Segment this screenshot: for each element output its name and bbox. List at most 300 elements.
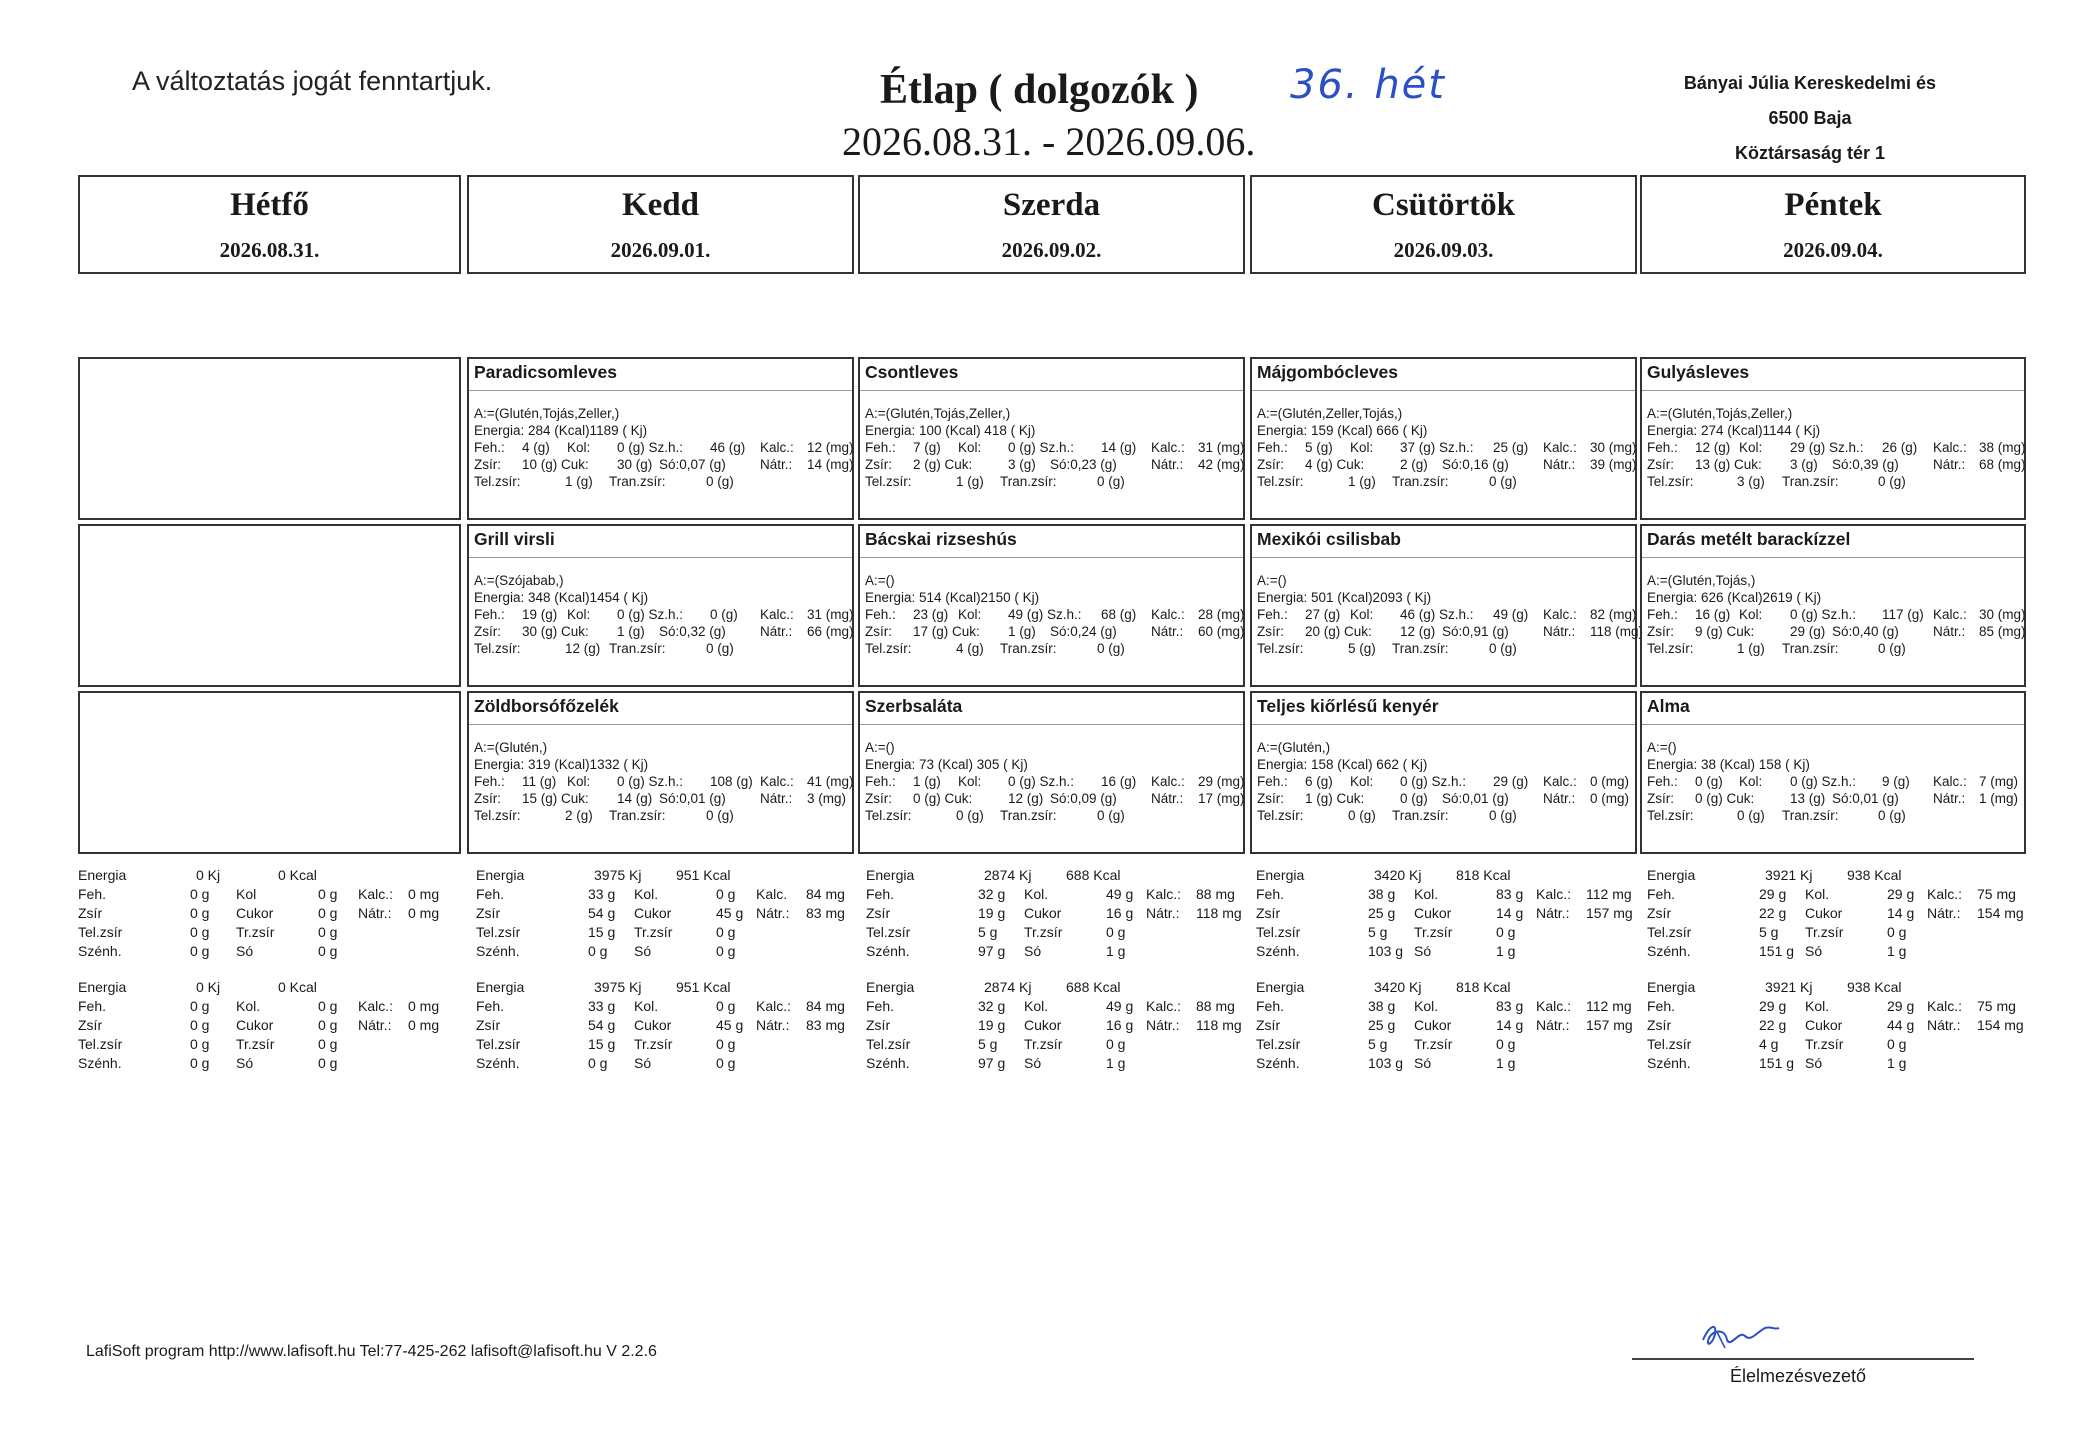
summary-value: 83 g [1496,998,1524,1014]
daily-summary [476,866,856,961]
summary-value: 0 g [1106,924,1126,940]
nutrient-value: 14 (g) [617,791,653,806]
summary-value: Cukor [1024,905,1062,921]
nutrient-value: 0 (g) [956,808,984,823]
summary-value: Cukor [634,905,672,921]
energy-info: Energia: 38 (Kcal) 158 ( Kj) [1647,757,1810,772]
nutrient-value: 12 (g) [1400,624,1436,639]
nutrient-value: 0 (g) Sz.h.: [1790,774,1857,789]
summary-value: 84 mg [806,886,845,902]
summary-value: Kalc. [756,886,788,902]
nutrient-value: Kol: [958,440,982,455]
allergen-info: A:=(Glutén,Tojás,) [1647,573,1756,588]
nutrient-value: 1 (g) [956,474,984,489]
summary-value: Nátr.: [358,905,392,921]
nutrient-value: 7 (g) [913,440,941,455]
nutrient-value: 0 (g) [1097,808,1125,823]
summary-value: Energia [866,979,915,995]
summary-value: 22 g [1759,1017,1787,1033]
nutrient-value: 0 (g) Sz.h.: [617,774,684,789]
dish-name: Szerbsaláta [860,695,1243,725]
nutrient-value: Kalc.: [760,440,794,455]
nutrient-row [474,473,847,490]
nutrient-value: 14 (mg) [807,457,854,472]
nutrient-value: Kalc.: [1151,607,1185,622]
day-name: Kedd [621,187,700,223]
nutrient-value: Feh.: [474,607,505,622]
day-name: Péntek [1784,187,1882,223]
nutrient-value: Kol: [1739,774,1763,789]
summary-value: Kol. [1024,886,1049,902]
nutrient-value: 7 (mg) [1979,774,2019,789]
nutrient-value: 28 (mg) [1198,607,1245,622]
summary-value: Zsír [866,1017,891,1033]
nutrient-value: 118 (mg) [1590,624,1644,639]
nutrient-row [474,773,854,790]
summary-value: Cukor [1414,905,1452,921]
summary-value: Só [236,943,254,959]
nutrient-value: Feh.: [865,774,896,789]
nutrient-value: 25 (g) [1493,440,1529,455]
company-address [1660,66,1960,171]
summary-value: 16 g [1106,1017,1134,1033]
summary-value: Nátr.: [1146,905,1180,921]
summary-value: Zsír [476,905,501,921]
summary-value: Tel.zsír [1256,1036,1301,1052]
nutrient-value: 29 (mg) [1198,774,1245,789]
company-street: Köztársaság tér 1 [1734,143,1886,163]
summary-value: 818 Kcal [1456,867,1511,883]
summary-value: 151 g [1759,943,1795,959]
nutrient-value: Só:0,16 (g) [1442,457,1509,472]
day-date: 2026.09.04. [1783,238,1883,262]
nutrient-value: 3 (mg) [807,791,847,806]
nutrient-row [865,640,1238,657]
nutrient-value: 30 (g) Cuk: [522,624,589,639]
summary-value: Nátr.: [1927,905,1961,921]
summary-value: 0 g [588,943,608,959]
day-date: 2026.09.02. [1001,238,1102,262]
nutrient-value: Feh.: [865,440,896,455]
summary-value: 75 mg [1977,886,2016,902]
summary-value: Feh. [1256,886,1285,902]
nutrient-value: Tel.zsír: [865,474,912,489]
nutrient-row [865,773,1245,790]
summary-value: Cukor [1805,1017,1843,1033]
summary-value: Cukor [1024,1017,1062,1033]
nutrient-value: 0 (g) [1878,808,1906,823]
summary-row [1647,904,2027,923]
summary-row [1647,1016,2027,1035]
summary-value: 32 g [978,998,1006,1014]
nutrient-value: Kalc.: [1543,607,1577,622]
summary-value: 2874 Kj [984,867,1032,883]
nutrient-value: Zsír: [474,457,501,472]
nutrient-value: 12 (g) [565,641,601,656]
summary-value: 0 g [190,1055,210,1071]
date-range: 2026.08.31. - 2026.09.06. [842,119,1256,164]
summary-value: Kalc.: [1536,886,1572,902]
nutrient-row [474,456,854,473]
summary-value: Tel.zsír [78,1036,123,1052]
nutrient-value: 0 (g) [1695,774,1723,789]
summary-value: Tel.zsír [1647,1036,1692,1052]
nutrient-value: Feh.: [1257,440,1288,455]
summary-value: 0 g [716,1055,736,1071]
summary-value: 38 g [1368,998,1396,1014]
summary-value: 5 g [978,924,998,940]
nutrient-value: 29 (g) [1790,624,1826,639]
summary-value: 951 Kcal [676,979,731,995]
summary-value: 951 Kcal [676,867,731,883]
dish-name: Grill virsli [469,528,852,558]
daily-summary [1647,978,2027,1073]
summary-value: 0 g [190,1036,210,1052]
nutrient-value: Nátr.: [1933,457,1966,472]
summary-value: 3420 Kj [1374,867,1422,883]
summary-value: 0 mg [408,886,440,902]
summary-value: 84 mg [806,998,845,1014]
summary-row [1256,923,1636,942]
nutrient-value: Tel.zsír: [865,808,912,823]
allergen-info: A:=(Glutén,) [474,740,548,755]
nutrient-value: 37 (g) Sz.h.: [1400,440,1474,455]
nutrient-value: 0 (g) Sz.h.: [1008,774,1075,789]
nutrient-value: Só:0,09 (g) [1050,791,1117,806]
nutrient-value: 49 (g) Sz.h.: [1008,607,1082,622]
summary-value: 0 mg [408,998,440,1014]
nutrient-value: Só:0,01 (g) [1442,791,1509,806]
summary-row [866,1054,1246,1073]
summary-row [1647,1035,2027,1054]
day-name: Csütörtök [1371,187,1515,223]
summary-value: Tel.zsír [1256,924,1301,940]
allergen-info: A:=() [1257,573,1287,588]
nutrient-value: Tel.zsír: [1647,641,1694,656]
nutrient-value: 10 (g) Cuk: [522,457,589,472]
nutrient-value: Nátr.: [1543,457,1576,472]
nutrient-value: 2 (g) [565,808,593,823]
nutrient-value: Só:0,01 (g) [1832,791,1899,806]
nutrient-value: 0 (mg) [1590,791,1630,806]
summary-row [1256,1054,1636,1073]
summary-value: 1 g [1496,1055,1516,1071]
nutrient-value: 27 (g) [1305,607,1341,622]
summary-value: Feh. [1647,886,1676,902]
nutrient-value: 12 (g) [1008,791,1044,806]
summary-row [78,1016,458,1035]
nutrient-value: Feh.: [1257,607,1288,622]
nutrient-value: Nátr.: [760,457,793,472]
summary-value: 154 mg [1977,1017,2024,1033]
summary-value: Só [1024,1055,1042,1071]
summary-value: Tr.zsír [634,924,673,940]
summary-value: 83 mg [806,1017,845,1033]
nutrient-value: 0 (g) [1097,641,1125,656]
nutrient-value: Tran.zsír: [1392,474,1449,489]
summary-value: Nátr.: [1536,1017,1570,1033]
summary-value: 33 g [588,998,616,1014]
nutrient-row [1257,807,1630,824]
summary-value: Tel.zsír [866,924,911,940]
nutrient-value: 6 (g) [1305,774,1333,789]
dish-cell [467,524,854,687]
nutrient-value: 1 (g) [617,624,645,639]
summary-value: Tel.zsír [78,924,123,940]
allergen-info: A:=(Szójabab,) [474,573,564,588]
allergen-info: A:=() [865,573,895,588]
nutrient-value: 13 (g) Cuk: [1695,457,1762,472]
summary-row [1647,866,2027,885]
energy-info: Energia: 626 (Kcal)2619 ( Kj) [1647,590,1822,605]
summary-value: 0 Kcal [278,979,317,995]
nutrient-value: Kol: [1739,440,1763,455]
summary-row [866,1016,1246,1035]
summary-value: Tel.zsír [1647,924,1692,940]
summary-row [476,1054,856,1073]
nutrient-value: Zsír: [1257,791,1284,806]
nutrient-value: 117 (g) [1882,607,1924,622]
daily-summary [78,866,458,961]
nutrient-value: 15 (g) Cuk: [522,791,589,806]
summary-value: Kol. [634,886,659,902]
summary-value: 1 g [1106,1055,1126,1071]
day-header-5 [1640,175,2026,274]
summary-value: Kol. [1805,886,1830,902]
summary-value: Tel.zsír [866,1036,911,1052]
summary-value: 0 g [318,998,338,1014]
summary-value: 0 Kj [196,867,221,883]
nutrient-value: 66 (mg) [807,624,854,639]
summary-value: 688 Kcal [1066,979,1121,995]
nutrient-value: 5 (g) [1348,641,1376,656]
nutrient-row [1647,456,2026,473]
summary-value: 0 g [190,998,210,1014]
summary-row [866,923,1246,942]
summary-value: Kol. [1414,998,1439,1014]
summary-value: 0 g [318,943,338,959]
nutrient-value: 30 (mg) [1590,440,1637,455]
summary-value: Energia [78,979,127,995]
summary-row [1256,885,1636,904]
day-date: 2026.09.01. [610,238,711,262]
nutrient-row [474,623,854,640]
summary-value: 32 g [978,886,1006,902]
nutrient-value: Nátr.: [760,624,793,639]
summary-row [866,978,1246,997]
summary-value: 22 g [1759,905,1787,921]
energy-info: Energia: 514 (Kcal)2150 ( Kj) [865,590,1040,605]
page-title: Étlap ( dolgozók ) [880,67,1199,113]
dish-cell [858,524,1245,687]
nutrient-value: Feh.: [474,440,505,455]
nutrient-row [865,790,1245,807]
nutrient-value: Kalc.: [1933,607,1967,622]
summary-value: 49 g [1106,998,1134,1014]
summary-value: Kalc.: [1927,998,1963,1014]
nutrient-value: Só:0,91 (g) [1442,624,1509,639]
day-date: 2026.09.03. [1393,238,1494,262]
summary-value: 151 g [1759,1055,1795,1071]
nutrient-value: Só:0,01 (g) [659,791,726,806]
summary-value: 45 g [716,1017,744,1033]
summary-value: Zsír [1256,905,1281,921]
summary-value: 0 g [190,924,210,940]
nutrient-value: Tran.zsír: [1000,808,1057,823]
daily-summary [1647,866,2027,961]
energy-info: Energia: 274 (Kcal)1144 ( Kj) [1647,423,1821,438]
nutrient-value: Tran.zsír: [1782,808,1839,823]
summary-value: Nátr.: [756,905,790,921]
summary-value: 14 g [1496,1017,1524,1033]
nutrient-value: 42 (mg) [1198,457,1245,472]
nutrient-value: Zsír: [865,791,892,806]
summary-value: 0 g [716,1036,736,1052]
summary-value: Tr.zsír [1805,924,1844,940]
summary-value: 3975 Kj [594,867,642,883]
nutrient-value: Feh.: [1647,774,1678,789]
summary-value: 154 mg [1977,905,2024,921]
summary-value: Energia [78,867,127,883]
nutrient-value: Zsír: [1257,624,1284,639]
summary-value: 0 g [716,943,736,959]
summary-row [78,904,458,923]
summary-row [78,923,458,942]
summary-value: Energia [1647,979,1696,995]
nutrient-row [474,807,847,824]
daily-summary [866,866,1246,961]
nutrient-row [1647,807,2019,824]
summary-value: Só [1805,1055,1823,1071]
summary-row [476,942,856,961]
summary-value: 54 g [588,905,616,921]
summary-value: Nátr.: [1927,1017,1961,1033]
day-name: Szerda [1002,187,1101,223]
summary-row [78,978,458,997]
nutrient-value: 30 (mg) [1979,607,2026,622]
summary-value: Tr.zsír [634,1036,673,1052]
summary-value: Feh. [78,998,107,1014]
summary-value: Kol. [1414,886,1439,902]
summary-row [1647,885,2027,904]
energy-info: Energia: 158 (Kcal) 662 ( Kj) [1257,757,1428,772]
summary-row [476,997,856,1016]
nutrient-value: 0 (g) [1737,808,1765,823]
summary-value: Tr.zsír [1024,924,1063,940]
summary-value: 5 g [1368,1036,1388,1052]
nutrient-value: Só:0,32 (g) [659,624,726,639]
energy-info: Energia: 284 (Kcal)1189 ( Kj) [474,423,648,438]
nutrient-value: 2 (g) Cuk: [913,457,973,472]
summary-value: Energia [476,867,525,883]
summary-value: Tr.zsír [1414,1036,1453,1052]
summary-row [476,1016,856,1035]
summary-value: Energia [476,979,525,995]
dish-cell [1250,524,1644,687]
summary-value: Cukor [1805,905,1843,921]
nutrient-value: 31 (mg) [807,607,854,622]
summary-value: 0 g [318,886,338,902]
nutrient-row [1647,773,2019,790]
signature-label: Élelmezésvezető [1730,1366,1867,1386]
nutrient-row [1257,439,1637,456]
nutrient-value: Tel.zsír: [1647,474,1694,489]
nutrient-value: 14 (g) [1101,440,1137,455]
summary-value: Kalc.: [1146,998,1182,1014]
summary-row [1256,942,1636,961]
summary-value: 5 g [1368,924,1388,940]
dish-cell [467,357,854,520]
summary-value: 0 g [1887,1036,1907,1052]
nutrient-value: Kalc.: [1151,440,1185,455]
nutrient-value: 0 (g) [1097,474,1125,489]
nutrient-value: Tran.zsír: [609,808,666,823]
summary-value: Só [1414,1055,1432,1071]
summary-value: Tel.zsír [476,924,521,940]
nutrient-row [1257,640,1630,657]
allergen-info: A:=(Glutén,Zeller,Tojás,) [1257,406,1403,421]
summary-value: Feh. [476,998,505,1014]
nutrient-value: Nátr.: [1543,624,1576,639]
dish-name: Zöldborsófőzelék [469,695,852,725]
nutrient-value: Zsír: [865,457,892,472]
summary-value: Só [1414,943,1432,959]
summary-value: 19 g [978,1017,1006,1033]
software-footer: LafiSoft program http://www.lafisoft.hu Tel:77-425-262 lafisoft@lafisoft.hu V 2.2.6 [86,1343,657,1360]
nutrient-value: Kol: [1350,607,1374,622]
summary-value: Szénh. [78,1055,122,1071]
nutrient-value: Feh.: [865,607,896,622]
summary-value: 1 g [1106,943,1126,959]
summary-value: 38 g [1368,886,1396,902]
day-header-4 [1250,175,1637,274]
nutrient-row [1647,439,2026,456]
summary-row [476,904,856,923]
summary-value: Feh. [476,886,505,902]
nutrient-value: 2 (g) [1400,457,1428,472]
nutrient-value: Kol: [567,774,591,789]
nutrient-value: 12 (g) [1695,440,1731,455]
nutrient-value: 0 (g) [1878,474,1906,489]
nutrient-value: 49 (g) [1493,607,1529,622]
summary-value: Kol. [634,998,659,1014]
nutrient-value: 29 (g) [1493,774,1529,789]
summary-value: 88 mg [1196,998,1235,1014]
summary-value: 3921 Kj [1765,867,1813,883]
summary-row [866,1035,1246,1054]
summary-value: Nátr.: [1146,1017,1180,1033]
nutrient-row [1257,623,1644,640]
nutrient-value: Tran.zsír: [609,474,666,489]
nutrient-value: 0 (g) [1489,808,1517,823]
nutrient-value: Nátr.: [1151,457,1184,472]
nutrient-value: 46 (g) [710,440,746,455]
summary-value: Cukor [634,1017,672,1033]
nutrient-row [474,640,847,657]
summary-value: 1 g [1887,1055,1907,1071]
nutrient-row [1257,473,1630,490]
summary-value: 16 g [1106,905,1134,921]
summary-value: Feh. [1256,998,1285,1014]
summary-value: 14 g [1496,905,1524,921]
nutrient-row [865,623,1245,640]
nutrient-value: Feh.: [1647,440,1678,455]
summary-value: 3921 Kj [1765,979,1813,995]
summary-value: Feh. [78,886,107,902]
dish-name: Bácskai rizseshús [860,528,1243,558]
dish-cell [1640,691,2026,854]
summary-value: Só [1805,943,1823,959]
